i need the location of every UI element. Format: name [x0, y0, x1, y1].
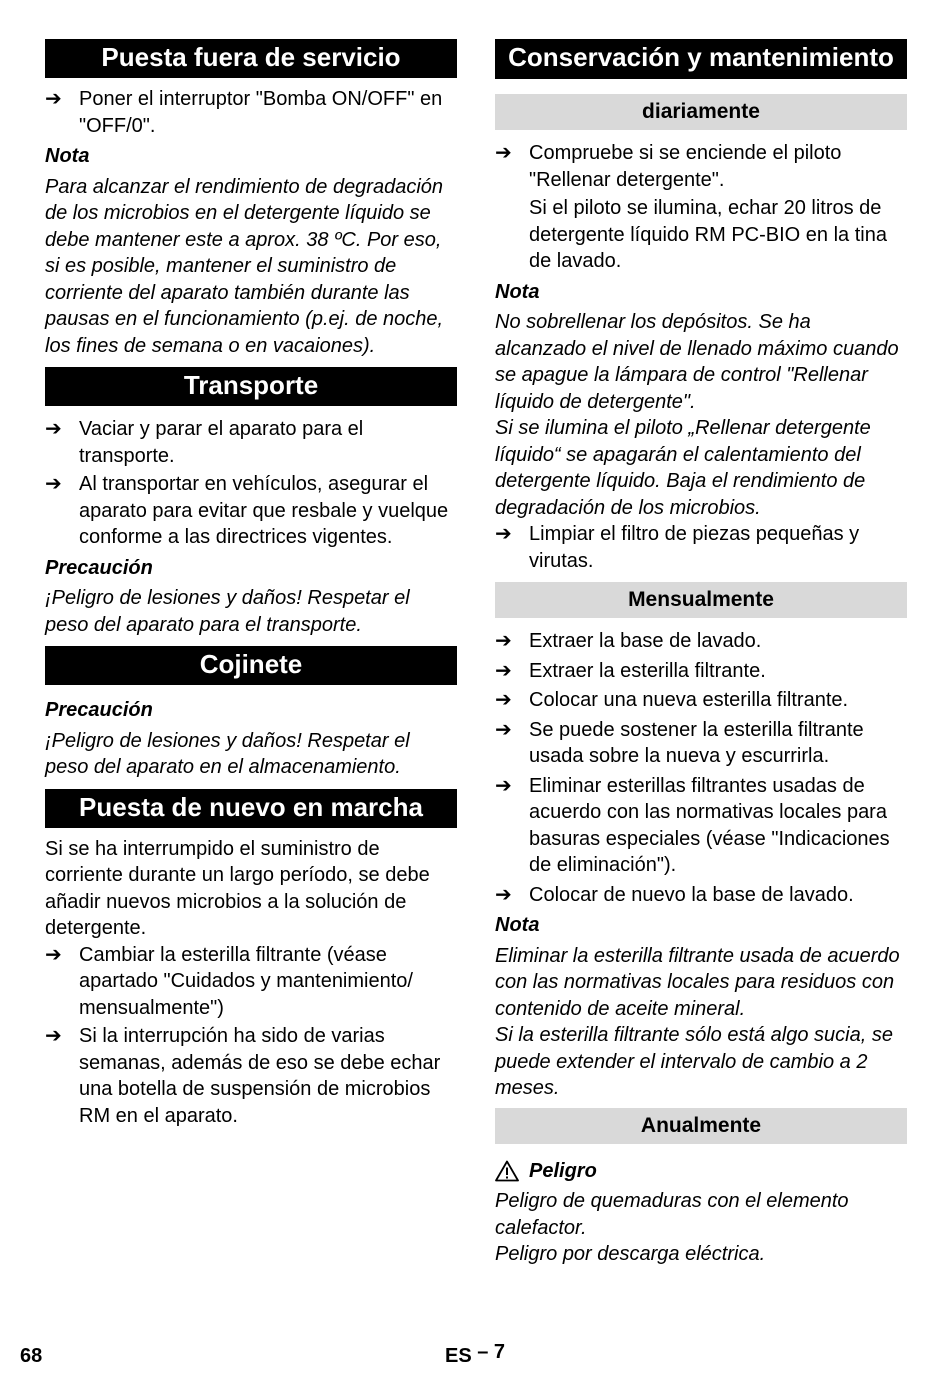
- arrow-icon: ➔: [495, 630, 512, 652]
- step-item: [45, 416, 457, 469]
- step-text: Colocar una nueva esterilla filtrante.: [529, 689, 849, 711]
- step-item: [495, 687, 907, 714]
- danger-heading: [495, 1158, 907, 1185]
- page-footer-label: [445, 1343, 505, 1369]
- warning-triangle-icon: [495, 1160, 519, 1182]
- step-text: Extraer la base de lavado.: [529, 630, 762, 652]
- subsection-title-mensualmente: Mensualmente: [495, 582, 907, 618]
- left-column: [45, 39, 457, 1129]
- danger-text: Peligro de quemaduras con el elemento calefactor.: [495, 1190, 849, 1239]
- monthly-steps-list: [495, 628, 907, 908]
- arrow-icon: ➔: [45, 473, 62, 495]
- step-text: Compruebe si se enciende el piloto "Rellenar detergente".: [529, 142, 842, 191]
- note-label: Nota: [495, 914, 540, 936]
- subsection-title-diariamente: diariamente: [495, 94, 907, 130]
- section-title-transporte: Transporte: [45, 367, 457, 406]
- arrow-icon: ➔: [495, 718, 512, 741]
- step-text: Poner el interruptor "Bomba ON/OFF" en "OFF/0".: [79, 88, 443, 137]
- note-text: Eliminar la esterilla filtrante usada de acuerdo con las normativas locales para residuos con contenido de aceite mineral.: [495, 944, 900, 1020]
- step-text: Eliminar esterillas filtrantes usadas de acuerdo con las normativas locales para basuras especiales (véase "Indicaciones de eliminación").: [529, 774, 890, 876]
- step-item: [45, 1023, 457, 1129]
- section-title-puesta-nuevo: Puesta de nuevo en marcha: [45, 789, 457, 828]
- step-text: Extraer la esterilla filtrante.: [529, 659, 766, 682]
- step-item: [495, 521, 907, 574]
- danger-label: Peligro: [529, 1159, 597, 1182]
- step-item: [495, 140, 907, 193]
- arrow-icon: ➔: [495, 659, 512, 682]
- step-item: [495, 628, 907, 655]
- note-text: No sobrellenar los depósitos. Se ha alcanzado el nivel de llenado máximo cuando se apague la lámpara de control "Rellenar líquido de detergente".: [495, 311, 899, 413]
- right-column: [495, 39, 907, 1268]
- note-text: Si se ilumina el piloto „Rellenar detergente líquido“ se apagarán el calentamiento del detergente líquido. Baja el rendimiento de degradación de los microbios.: [495, 417, 871, 519]
- caution-text: ¡Peligro de lesiones y daños! Respetar el peso del aparato para el transporte.: [45, 587, 410, 636]
- arrow-icon: ➔: [495, 523, 512, 545]
- arrow-icon: ➔: [495, 774, 512, 797]
- step-text: Vaciar y parar el aparato para el transporte.: [79, 418, 364, 467]
- step-item: [45, 942, 457, 1022]
- step-text: Si la interrupción ha sido de varias semanas, además de eso se debe echar una botella de suspensión de microbios RM en el aparato.: [79, 1025, 441, 1127]
- arrow-icon: ➔: [495, 142, 512, 164]
- arrow-icon: ➔: [45, 88, 62, 110]
- step-item: [495, 717, 907, 770]
- page-number: 68: [20, 1345, 43, 1367]
- caution-label: Precaución: [45, 556, 153, 579]
- danger-text: Peligro por descarga eléctrica.: [495, 1243, 766, 1265]
- step-text: Colocar de nuevo la base de lavado.: [529, 883, 854, 906]
- step-text: Al transportar en vehículos, asegurar el aparato para evitar que resbale y vuelque conforme a las directrices vigentes.: [79, 473, 449, 548]
- step-continuation: Si el piloto se ilumina, echar 20 litros de detergente líquido RM PC-BIO en la tina de lavado.: [529, 197, 887, 272]
- section-title-puesta-fuera: Puesta fuera de servicio: [45, 39, 457, 78]
- arrow-icon: ➔: [495, 689, 512, 711]
- step-item: [495, 773, 907, 879]
- step-item: [495, 882, 907, 909]
- step-item: [495, 658, 907, 685]
- section-page: – 7: [477, 1341, 506, 1363]
- caution-text: ¡Peligro de lesiones y daños! Respetar el peso del aparato en el almacenamiento.: [45, 729, 410, 778]
- note-text: Si la esterilla filtrante sólo está algo sucia, se puede extender el intervalo de cambio a 2 meses.: [495, 1024, 893, 1099]
- arrow-icon: ➔: [45, 1025, 62, 1047]
- paragraph: Si se ha interrumpido el suministro de corriente durante un largo período, se debe añadir nuevos microbios a la solución de detergente.: [45, 837, 430, 939]
- arrow-icon: ➔: [45, 418, 62, 440]
- step-item: [45, 471, 457, 551]
- arrow-icon: ➔: [495, 883, 512, 906]
- language-code: ES: [445, 1345, 472, 1367]
- subsection-title-anualmente: Anualmente: [495, 1108, 907, 1144]
- step-text: Se puede sostener la esterilla filtrante usada sobre la nueva y escurrirla.: [529, 718, 864, 767]
- arrow-icon: ➔: [45, 943, 62, 966]
- note-text: Para alcanzar el rendimiento de degradación de los microbios en el detergente líquido se debe mantener este a aprox. 38 ºC. Por eso, si es posible, mantener el suministro de corriente del aparato también durante las pausas en el funcionamiento (p.ej. de noche, los fines de semana o en vacaiones).: [45, 175, 444, 357]
- section-title-cojinete: Cojinete: [45, 646, 457, 685]
- note-label: Nota: [495, 280, 540, 303]
- section-title-conservacion: Conservación y mantenimiento: [495, 39, 907, 79]
- step-text: Cambiar la esterilla filtrante (véase apartado "Cuidados y mantenimiento/ mensualmente"): [79, 943, 413, 1019]
- step-item: [45, 86, 457, 139]
- caution-label: Precaución: [45, 699, 153, 721]
- step-text: Limpiar el filtro de piezas pequeñas y virutas.: [529, 523, 860, 572]
- note-label: Nota: [45, 145, 90, 167]
